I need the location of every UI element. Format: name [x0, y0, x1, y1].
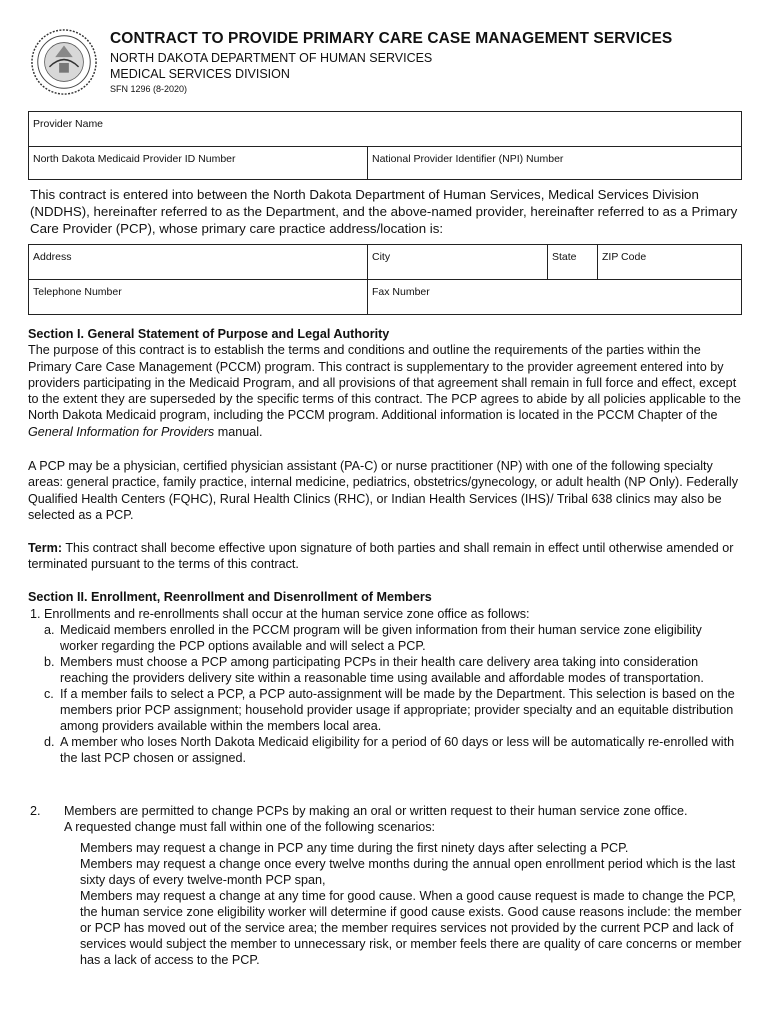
list-item-text: Members must choose a PCP among participating PCPs in their health care delivery area taking into consideration reaching the providers delivery site within a reasonable time using available and affordable modes of transportation.	[60, 655, 704, 685]
state-field[interactable]	[547, 244, 598, 280]
list-marker: 1.	[30, 607, 41, 621]
division-name: MEDICAL SERVICES DIVISION	[110, 67, 290, 81]
telephone-field[interactable]	[28, 279, 368, 315]
medicaid-id-label: North Dakota Medicaid Provider ID Number	[33, 153, 236, 165]
department-name: NORTH DAKOTA DEPARTMENT OF HUMAN SERVICES	[110, 51, 433, 65]
telephone-label: Telephone Number	[33, 286, 122, 298]
npi-label: National Provider Identifier (NPI) Number	[372, 153, 564, 165]
list-item	[44, 654, 742, 686]
list-item-text: If a member fails to select a PCP, a PCP auto-assignment will be made by the Department. This selection is based on the members prior PCP assignment; household provider usage if appropriate; provider specialty and an equitable distribution among providers available within the members local area.	[60, 687, 735, 733]
fax-field[interactable]	[367, 279, 742, 315]
list-marker: a.	[44, 623, 55, 637]
scenario-list	[30, 840, 742, 968]
purpose-text: The purpose of this contract is to establish the terms and conditions and outline the requirements of the parties within the Primary Care Case Management (PCCM) program. This contract is supplementary to the provider agreement entered into by providers participating in the Medicaid Program, and all provisions of that agreement shall remain in full force and effect, except to the extent they are superseded by the specific terms of this contract. The PCP agrees to abide by all policies applicable to the North Dakota Medicaid program, including the PCCM program. Additional information is located in the PCCM Chapter of the	[28, 343, 741, 423]
list-item-text: A requested change must fall within one of the following scenarios:	[64, 820, 436, 834]
section2-heading: Section II. Enrollment, Reenrollment and Disenrollment of Members	[28, 590, 432, 604]
list-item	[44, 686, 742, 734]
enrollment-list	[30, 606, 742, 766]
list-item-text: Enrollments and re-enrollments shall occur at the human service zone office as follows:	[44, 607, 530, 621]
form-number: SFN 1296 (8-2020)	[110, 84, 188, 94]
term-label: Term:	[28, 541, 63, 555]
pcp-eligibility-paragraph: A PCP may be a physician, certified physician assistant (PA-C) or nurse practitioner (NP) with one of the following specialty areas: general practice, family practice, internal medicine, pediatrics, obstetrics/gynecology, or adult health (NP Only). Federally Qualified Health Centers (FQHC), Rural Health Clinics (RHC), or Indian Health Services (IHS)/ Tribal 638 clinics may also be selected as a PCP.	[28, 459, 739, 522]
term-text: This contract shall become effective upon signature of both parties and shall remain in effect until otherwise amended or terminated pursuant to the terms of this contract.	[28, 541, 734, 572]
list-item	[30, 803, 742, 835]
form-title: CONTRACT TO PROVIDE PRIMARY CARE CASE MANAGEMENT SERVICES	[110, 30, 673, 47]
list-item	[44, 734, 742, 766]
city-field[interactable]	[367, 244, 548, 280]
list-marker: d.	[44, 735, 55, 749]
list-item	[44, 622, 742, 654]
scenario-item: Members may request a change once every twelve months during the annual open enrollment period which is the last sixty days of every twelve-month PCP span,	[80, 857, 736, 887]
sub-list	[30, 622, 742, 766]
list-item-text: Members are permitted to change PCPs by making an oral or written request to their human service zone office.	[64, 804, 688, 818]
provider-name-field[interactable]	[28, 111, 742, 147]
provider-name-label: Provider Name	[33, 118, 104, 130]
scenario-item: Members may request a change in PCP any time during the first ninety days after selecting a PCP.	[80, 841, 629, 855]
list-item	[30, 606, 742, 622]
state-seal-icon	[30, 28, 98, 96]
intro-paragraph: This contract is entered into between the North Dakota Department of Human Services, Medical Services Division (NDDHS), hereinafter referred to as the Department, and the above-named provider, hereinafter referred to as a Primary Care Provider (PCP), whose primary care practice address/location is:	[30, 187, 738, 236]
manual-title: General Information for Providers	[28, 424, 215, 439]
city-label: City	[372, 251, 391, 263]
section1-heading: Section I. General Statement of Purpose and Legal Authority	[28, 327, 390, 341]
fax-label: Fax Number	[372, 286, 430, 298]
zip-field[interactable]	[597, 244, 742, 280]
term-paragraph	[28, 540, 742, 573]
state-label: State	[552, 251, 577, 263]
list-item-text: A member who loses North Dakota Medicaid eligibility for a period of 60 days or less will be automatically re-enrolled with the last PCP chosen or assigned.	[60, 735, 735, 765]
list-marker: b.	[44, 655, 55, 669]
purpose-text-end: manual.	[214, 424, 263, 439]
section1-block	[28, 326, 742, 440]
list-item-text: Medicaid members enrolled in the PCCM program will be given information from their human service zone eligibility worker regarding the PCP options available and will select a PCP.	[60, 623, 702, 653]
scenario-item: Members may request a change at any time for good cause. When a good cause request is made to change the PCP, the human service zone eligibility worker will determine if good cause exists. Good cause reasons include: the member or PCP has moved out of the service area; the member requires services not provided by the current PCP and lack of services would subject the member to unnecessary risk, or member feels there are quality of care concerns or member has a lack of access to the PCP.	[80, 889, 742, 967]
address-field[interactable]	[28, 244, 368, 280]
address-label: Address	[33, 251, 72, 263]
section1-purpose-paragraph	[28, 342, 742, 440]
medicaid-id-field[interactable]	[28, 146, 368, 180]
npi-field[interactable]	[367, 146, 742, 180]
list-marker: 2.	[30, 804, 41, 818]
change-pcp-list	[30, 803, 742, 968]
list-marker: c.	[44, 687, 54, 701]
zip-label: ZIP Code	[602, 251, 647, 263]
